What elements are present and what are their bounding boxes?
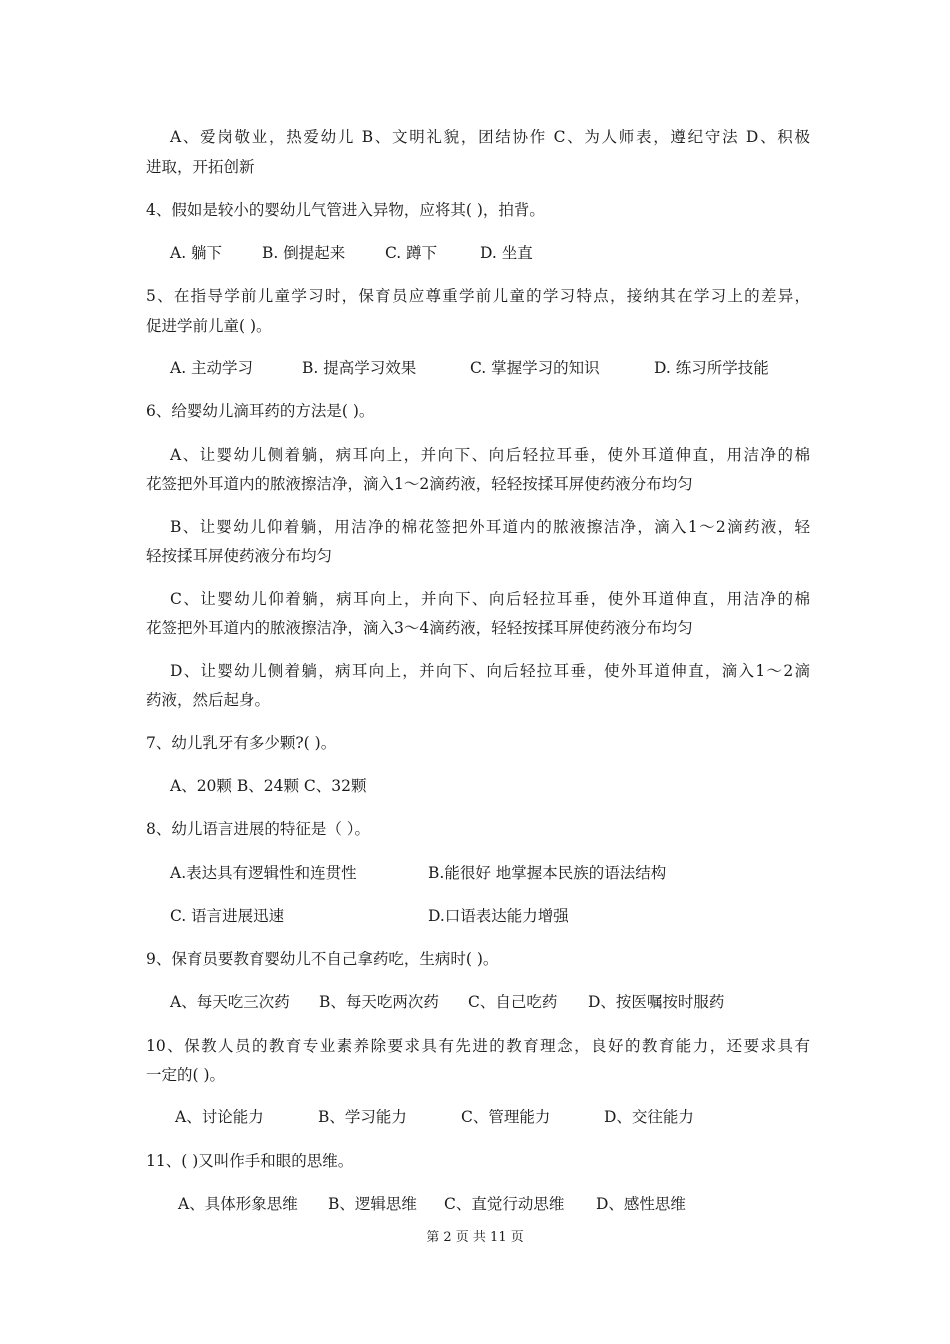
- q8-stem: 8、幼儿语言进展的特征是（ ）。: [146, 820, 371, 838]
- q4-option-c: C. 蹲下: [385, 244, 438, 262]
- q5-option-b: B. 提高学习效果: [302, 359, 417, 377]
- page-footer: 第 2 页 共 11 页: [426, 1230, 524, 1245]
- q10-option-c: C、管理能力: [461, 1108, 551, 1126]
- q5-option-a: A. 主动学习: [170, 359, 254, 377]
- q9-option-c: C、自己吃药: [468, 993, 558, 1011]
- q6-option-a-line-1: A、让婴幼儿侧着躺，病耳向上，并向下、向后轻拉耳垂，使外耳道伸直，用洁净的棉: [170, 446, 810, 464]
- q9-option-b: B、每天吃两次药: [319, 993, 439, 1011]
- q8-option-c: C. 语言进展迅速: [170, 907, 285, 925]
- q11-option-a: A、具体形象思维: [178, 1195, 298, 1213]
- q6-option-a-line-2: 花签把外耳道内的脓液擦洁净，滴入1～2滴药液，轻轻按揉耳屏使药液分布均匀: [146, 475, 693, 493]
- q6-option-d-line-1: D、让婴幼儿侧着躺，病耳向上，并向下、向后轻拉耳垂，使外耳道伸直，滴入1～2滴: [170, 662, 810, 680]
- q8-option-a: A.表达具有逻辑性和连贯性: [170, 864, 357, 882]
- q10-option-d: D、交往能力: [604, 1108, 694, 1126]
- q7-options: A、20颗 B、24颗 C、32颗: [170, 777, 367, 795]
- q10-stem-line-2: 一定的( )。: [146, 1066, 226, 1084]
- q6-option-c-line-2: 花签把外耳道内的脓液擦洁净，滴入3～4滴药液，轻轻按揉耳屏使药液分布均匀: [146, 619, 693, 637]
- q6-stem: 6、给婴幼儿滴耳药的方法是( )。: [146, 402, 375, 420]
- q5-option-d: D. 练习所学技能: [654, 359, 769, 377]
- q6-option-b-line-1: B、让婴幼儿仰着躺，用洁净的棉花签把外耳道内的脓液擦洁净，滴入1～2滴药液，轻: [170, 518, 810, 536]
- q5-stem-line-1: 5、在指导学前儿童学习时，保育员应尊重学前儿童的学习特点，接纳其在学习上的差异，: [146, 287, 810, 305]
- q3-options-line-2: 进取，开拓创新: [146, 158, 255, 176]
- q4-option-b: B. 倒提起来: [262, 244, 346, 262]
- q10-option-a: A、讨论能力: [175, 1108, 264, 1126]
- q6-option-c-line-1: C、让婴幼儿仰着躺，病耳向上，并向下、向后轻拉耳垂，使外耳道伸直，用洁净的棉: [170, 590, 810, 608]
- q4-option-a: A. 躺下: [170, 244, 223, 262]
- q11-option-d: D、感性思维: [596, 1195, 686, 1213]
- q6-option-d-line-2: 药液，然后起身。: [146, 691, 271, 709]
- q11-option-b: B、逻辑思维: [328, 1195, 417, 1213]
- q4-option-d: D. 坐直: [480, 244, 533, 262]
- q9-option-a: A、每天吃三次药: [170, 993, 290, 1011]
- q11-stem: 11、( )又叫作手和眼的思维。: [146, 1152, 354, 1170]
- q9-stem: 9、保育员要教育婴幼儿不自己拿药吃，生病时( )。: [146, 950, 499, 968]
- q10-stem-line-1: 10、保教人员的教育专业素养除要求具有先进的教育理念，良好的教育能力，还要求具有: [146, 1037, 810, 1055]
- q10-option-b: B、学习能力: [318, 1108, 407, 1126]
- q5-option-c: C. 掌握学习的知识: [470, 359, 600, 377]
- q3-options-line-1: A、爱岗敬业，热爱幼儿 B、文明礼貌，团结协作 C、为人师表，遵纪守法 D、积极: [170, 128, 810, 146]
- q7-stem: 7、幼儿乳牙有多少颗?( )。: [146, 734, 337, 752]
- q4-stem: 4、假如是较小的婴幼儿气管进入异物，应将其( )，拍背。: [146, 201, 545, 219]
- q11-option-c: C、直觉行动思维: [444, 1195, 565, 1213]
- q8-option-b: B.能很好 地掌握本民族的语法结构: [428, 864, 667, 882]
- q9-option-d: D、按医嘱按时服药: [588, 993, 725, 1011]
- q5-stem-line-2: 促进学前儿童( )。: [146, 317, 272, 335]
- q8-option-d: D.口语表达能力增强: [428, 907, 569, 925]
- q6-option-b-line-2: 轻按揉耳屏使药液分布均匀: [146, 547, 333, 565]
